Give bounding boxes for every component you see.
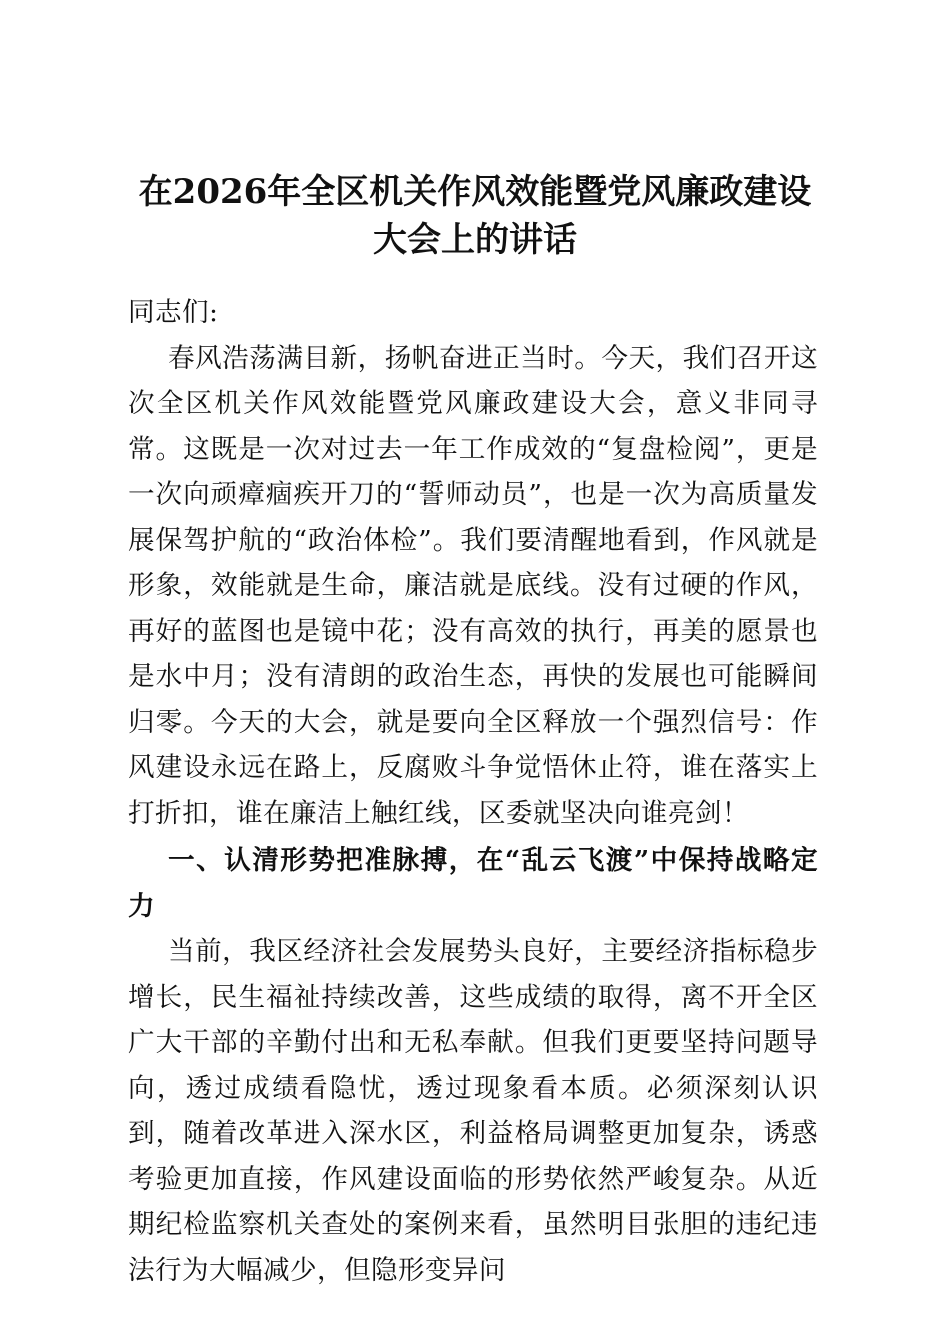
document-title: [110, 168, 840, 264]
section-1-paragraph: 当前，我区经济社会发展势头良好，主要经济指标稳步增长，民生福祉持续改善，这些成绩的取得，离不开全区广大干部的辛勤付出和无私奉献。但我们更要坚持问题导向，透过成绩看隐忧，透过现象看本质。必须深刻认识到，随着改革进入深水区，利益格局调整更加复杂，诱惑考验更加直接，作风建设面临的形势依然严峻复杂。从近期纪检监察机关查处的案例来看，虽然明目张胆的违纪违法行为大幅减少，但隐形变异问: [128, 936, 818, 1286]
title-line-1: 在2026年全区机关作风效能暨党风廉政建设: [138, 172, 812, 212]
salutation: 同志们:: [128, 297, 219, 328]
section-heading-1: 一、认清形势把准脉搏，在“乱云飞渡”中保持战略定力: [128, 845, 818, 922]
opening-paragraph: 春风浩荡满目新，扬帆奋进正当时。今天，我们召开这次全区机关作风效能暨党风廉政建设大会，意义非同寻常。这既是一次对过去一年工作成效的“复盘检阅”，更是一次向顽瘴痼疾开刀的“誓师动员”，也是一次为高质量发展保驾护航的“政治体检”。我们要清醒地看到，作风就是形象，效能就是生命，廉洁就是底线。没有过硬的作风，再好的蓝图也是镜中花；没有高效的执行，再美的愿景也是水中月；没有清朗的政治生态，再快的发展也可能瞬间归零。今天的大会，就是要向全区释放一个强烈信号：作风建设永远在路上，反腐败斗争觉悟休止符，谁在落实上打折扣，谁在廉洁上触红线，区委就坚决向谁亮剑！: [128, 342, 818, 829]
document-body: [128, 290, 818, 1293]
title-line-2: 大会上的讲话: [373, 220, 577, 260]
